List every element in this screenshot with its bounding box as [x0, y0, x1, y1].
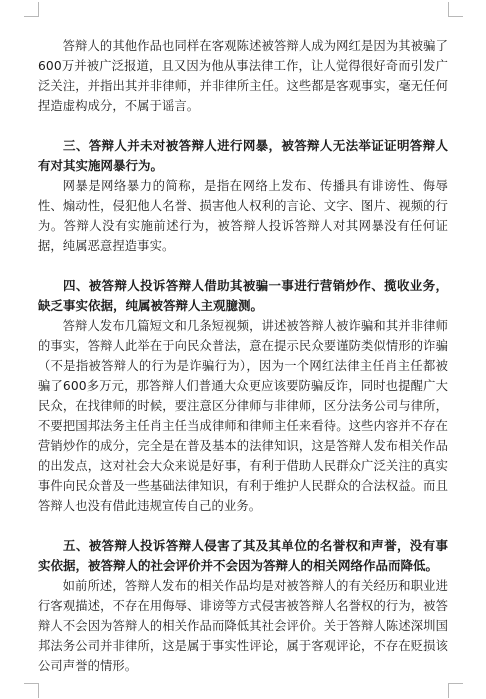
section-heading-5: 五、被答辩人投诉答辩人侵害了其及其单位的名誉权和声誉，没有事实依据，被答辩人的社会评价并不会因为答辩人的相关网络作品而降低。 [38, 538, 448, 573]
crop-mark-bottom-right [448, 683, 463, 698]
body-paragraph-4: 如前所述，答辩人发布的相关作品均是对被答辩人的有关经历和职业进行客观描述，不存在用侮辱、诽谤等方式侵害被答辩人名誉权的行为，被答辩人不会因为答辩人的相关作品而降低其社会评价。关于答辩人陈述深圳国邦法务公司并非律所，这是属于事实性评论，属于客观评论，不存在贬损该公司声誉的情形。 [38, 579, 448, 673]
paragraph-spacer [38, 516, 448, 536]
section-heading-4: 四、被答辩人投诉答辩人借助其被骗一事进行营销炒作、揽收业务，缺乏事实依据，纯属被答辩人主观臆测。 [38, 278, 448, 313]
section-heading-3: 三、答辩人并未对被答辩人进行网暴，被答辩人无法举证证明答辩人有对其实施网暴行为。 [38, 138, 448, 173]
crop-mark-bottom-left [24, 683, 39, 698]
body-paragraph-3: 答辩人发布几篇短文和几条短视频，讲述被答辩人被诈骗和其并非律师的事实，答辩人此举在于向民众普法，意在提示民众要谨防类似情形的诈骗（不是指被答辩人的行为是诈骗行为），因为一个网红法律主任肖主任都被骗了600多万元，那答辩人们普通大众更应该要防骗反诈，同时也提醒广大民众，在找律师的时候，要注意区分律师与非律师，区分法务公司与律所，不要把国邦法务主任肖主任当成律师和律师主任来看待。这些内容并不存在营销炒作的成分，完全是在普及基本的法律知识，这是答辩人发布相关作品的出发点，这对社会大众来说是好事，有利于借助人民群众广泛关注的真实事件向民众普及一些基础法律知识，有利于维护人民群众的合法权益。而且答辩人也没有借此违规宣传自己的业务。 [38, 319, 448, 513]
crop-mark-top-left [24, 2, 39, 17]
paragraph-spacer [38, 116, 448, 136]
paragraph-spacer [38, 256, 448, 276]
body-paragraph-2: 网暴是网络暴力的简称，是指在网络上发布、传播具有诽谤性、侮辱性、煽动性，侵犯他人名誉、损害他人权利的言论、文字、图片、视频的行为。答辩人没有实施前述行为，被答辩人投诉答辩人对其网暴没有任何证据，纯属恶意捏造事实。 [38, 179, 448, 253]
crop-mark-top-right [448, 2, 463, 17]
body-paragraph-1: 答辩人的其他作品也同样在客观陈述被答辩人成为网红是因为其被骗了600万并被广泛报道，且又因为他从事法律工作，让人觉得很好奇而引发广泛关注，并指出其并非律师，并非律所主任。这些都是客观事实，毫无任何捏造虚构成分，不属于谣言。 [38, 39, 448, 113]
document-page [38, 36, 448, 676]
